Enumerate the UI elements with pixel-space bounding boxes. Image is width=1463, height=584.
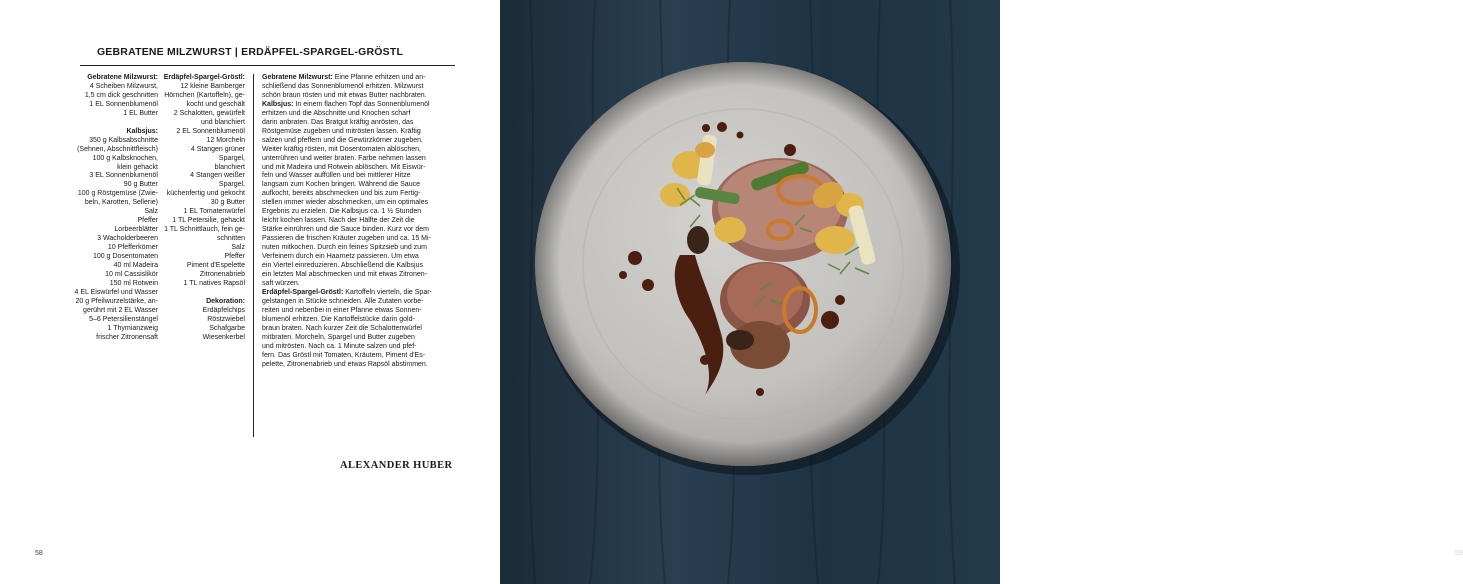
ingredient-line: Pfeffer: [137, 217, 158, 225]
ingredient-line: 1 TL Petersilie, gehackt: [172, 217, 245, 225]
ingredient-line: gerührt mit 2 EL Wasser: [83, 306, 158, 314]
instruction-text: Röstgemüse zugeben und mitrösten lassen. Kräftig: [262, 127, 421, 135]
ingredient-line: 40 ml Madeira: [113, 262, 158, 269]
ingredient-line: 100 g Dosentomaten: [93, 253, 158, 261]
instruction-line: [262, 146, 432, 155]
instruction-text: fern. Das Gröstl mit Tomaten, Kräutern, Piment d'Es-: [262, 351, 426, 359]
instruction-line: [262, 361, 432, 370]
ingredient-line: blanchiert: [214, 163, 245, 171]
instruction-text: mitbraten. Morcheln, Spargel und Butter zugeben: [262, 333, 415, 341]
instruction-line: [262, 137, 432, 146]
instruction-line: [262, 199, 432, 208]
instruction-text: In einem flachen Topf das Sonnenblumenöl: [293, 100, 430, 108]
ingredient-line: 1 EL Tomatenwürfel: [183, 208, 245, 216]
instruction-label: Kalbsjus:: [262, 100, 294, 108]
instruction-line: [262, 190, 432, 199]
instruction-text: Ergebnis zu erzielen. Die Kalbsjus ca. 1 ½ Stunden: [262, 208, 422, 216]
ingredient-line: 90 g Butter: [123, 181, 158, 189]
instruction-text: Kartoffeln vierteln, die Spar-: [343, 288, 432, 296]
ingredient-line: 1 Thymianzweig: [107, 324, 158, 332]
page-number-right: 59: [1455, 550, 1463, 557]
ingredient-line: Piment d'Espelette: [186, 262, 245, 270]
instruction-line: [262, 244, 432, 253]
ingredient-line: 1,5 cm dick geschnitten: [84, 91, 158, 99]
instruction-text: Verfeinern durch ein Haarnetz passieren. Um etwa: [262, 253, 419, 261]
instruction-text: langsam zum Kochen bringen. Während die Sauce: [262, 181, 420, 189]
instruction-line: [262, 334, 432, 343]
instruction-line: [262, 128, 432, 137]
ingredient-line: 4 EL Eiswürfel und Wasser: [74, 288, 158, 296]
left-page: [0, 0, 500, 584]
plated-dish-photo: [500, 0, 1000, 584]
ingredient-heading: Kalbsjus:: [126, 127, 158, 135]
ingredient-line: Zitronenabrieb: [199, 270, 245, 278]
instruction-line: [262, 352, 432, 361]
ingredient-line: 1 EL Sonnenblumenöl: [89, 100, 158, 108]
ingredient-line: Röstzwiebel: [207, 315, 245, 323]
instruction-line: [262, 181, 432, 190]
ingredient-line: Pfeffer: [224, 253, 245, 261]
instruction-text: nuten mitkochen. Durch ein feines Spitzsieb und zum: [262, 244, 427, 252]
instruction-label: Gebratene Milzwurst:: [262, 74, 333, 81]
ingredient-heading: Erdäpfel-Spargel-Gröstl:: [163, 74, 245, 81]
instruction-line: [262, 208, 432, 217]
instruction-text: und mitrösten. Nach ca. 1 Minute salzen und pfef-: [262, 342, 417, 350]
title-rule: [80, 65, 455, 66]
ingredient-line: Erdäpfelchips: [202, 306, 245, 314]
instruction-line: [262, 289, 432, 298]
instruction-line: [262, 271, 432, 280]
ingredient-line: 3 Wacholderbeeren: [97, 235, 158, 243]
instruction-label: Erdäpfel-Spargel-Gröstl:: [262, 288, 344, 296]
ingredient-line: Schafgarbe: [209, 324, 245, 332]
ingredient-line: 4 Stangen grüner Spargel,: [190, 145, 245, 162]
ingredient-line: 4 Scheiben Milzwurst,: [89, 82, 158, 90]
ingredient-heading: Dekoration:: [206, 297, 245, 305]
ingredient-line: 1 TL natives Rapsöl: [183, 279, 245, 287]
instruction-text: salzen und pfeffern und die Gewürzkörner zugeben.: [262, 136, 423, 144]
instruction-text: ein letztes Mal abschmecken und mit etwas Zitronen-: [262, 270, 427, 278]
author-name: ALEXANDER HUBER: [340, 460, 453, 471]
instruction-text: darin anbraten. Das Bratgut kräftig anrösten, das: [262, 118, 414, 126]
ingredient-line: schnitten: [216, 235, 245, 243]
instruction-text: schließend das Sonnenblumenöl erhitzen. Milzwurst: [262, 82, 424, 90]
ingredient-line: klein gehackt: [117, 163, 158, 171]
ingredient-line: küchenfertig und gekocht: [166, 190, 245, 198]
instruction-line: [262, 325, 432, 334]
instruction-text: Weiter kräftig rösten, mit Dosentomaten ablöschen,: [262, 145, 422, 153]
instruction-text: reiten und nebenbei in einer Pfanne etwas Sonnen-: [262, 306, 422, 314]
instruction-text: unterrühren und weiter braten. Farbe nehmen lassen: [262, 154, 426, 162]
instruction-text: Passieren die frischen Kräuter zugeben und ca. 15 Mi-: [262, 235, 431, 243]
ingredient-heading: Gebratene Milzwurst:: [87, 74, 158, 81]
instruction-line: [262, 155, 432, 164]
ingredient-line: 30 g Butter: [210, 199, 245, 207]
ingredient-line: Hörnchen (Kartoffeln), ge-: [164, 91, 245, 99]
ingredient-line: 10 ml Cassislikör: [105, 270, 158, 278]
ingredient-line: 100 g Röstgemüse (Zwie-: [77, 190, 158, 198]
ingredient-line: 150 ml Rotwein: [109, 279, 158, 287]
ingredient-line: 12 Morcheln: [206, 136, 245, 144]
ingredient-line: 100 g Kalbsknochen,: [92, 154, 158, 162]
instruction-line: [262, 101, 432, 110]
instruction-text: braun braten. Nach kurzer Zeit die Schalottenwürfel: [262, 324, 422, 332]
ingredient-line: und blanchiert: [201, 118, 245, 126]
instruction-text: blumenöl erhitzen. Die Kartoffelstücke darin gold-: [262, 315, 415, 323]
instruction-line: [262, 316, 432, 325]
ingredient-line: 2 EL Sonnenblumenöl: [176, 127, 245, 135]
ingredient-line: Lorbeerblätter: [114, 226, 158, 234]
instruction-line: [262, 217, 432, 226]
ingredient-line: 5–6 Petersilienstängel: [89, 315, 158, 323]
instruction-line: [262, 298, 432, 307]
recipe-title: GEBRATENE MILZWURST | ERDÄPFEL-SPARGEL-GRÖSTL: [96, 46, 404, 58]
ingredient-line: Salz: [231, 244, 245, 252]
ingredient-line: 2 Schalotten, gewürfelt: [173, 109, 245, 117]
instruction-line: [262, 119, 432, 128]
instruction-text: stellen immer wieder abschmecken, um ein optimales: [262, 199, 429, 207]
instruction-line: [262, 262, 432, 271]
instruction-text: saft würzen.: [262, 279, 300, 287]
instruction-line: [262, 280, 432, 289]
right-page-photo: [500, 0, 1463, 584]
instruction-text: und mit Madeira und Rotwein ablöschen. Mit Eiswür-: [262, 163, 426, 171]
instruction-line: [262, 226, 432, 235]
instruction-line: [262, 307, 432, 316]
ingredients-column-1: [70, 74, 158, 343]
instruction-text: gelstangen in Stücke schneiden. Alle Zutaten vorbe-: [262, 297, 424, 305]
instruction-line: [262, 172, 432, 181]
ingredient-line: 10 Pfefferkörner: [107, 244, 158, 252]
instruction-text: erhitzen und die Abschnitte und Knochen scharf: [262, 109, 411, 117]
ingredient-line: 4 Stangen weißer Spargel,: [190, 172, 245, 189]
ingredient-line: 1 EL Butter: [123, 109, 158, 117]
instruction-text: Stärke einrühren und die Sauce binden. Kurz vor dem: [262, 226, 429, 234]
ingredient-line: 3 EL Sonnenblumenöl: [89, 172, 158, 180]
instruction-text: ein Viertel einreduzieren. Abschließend die Kalbsjus: [262, 262, 423, 270]
ingredient-line: 350 g Kalbsabschnitte: [89, 136, 158, 144]
instruction-line: [262, 235, 432, 244]
ingredients-column-2: [163, 74, 245, 343]
instruction-text: feln und Wasser auffüllen und bei mittlerer Hitze: [262, 172, 411, 180]
ingredient-line: kocht und geschält: [186, 100, 245, 108]
instruction-text: aufkocht, bereits abschmecken und bis zum Fertig-: [262, 190, 421, 198]
instruction-line: [262, 83, 432, 92]
instruction-line: [262, 110, 432, 119]
ingredient-line: 12 kleine Bamberger: [180, 82, 245, 90]
ingredient-line: frischer Zitronensaft: [96, 333, 158, 341]
ingredient-line: beln, Karotten, Sellerie): [84, 199, 158, 207]
ingredient-line: (Sehnen, Abschnittfleisch): [77, 145, 158, 153]
column-divider: [253, 74, 254, 437]
instruction-text: leicht kochen lassen. Nach der Hälfte der Zeit die: [262, 217, 415, 225]
ingredient-line: 20 g Pfeilwurzelstärke, an-: [75, 297, 158, 305]
instruction-line: [262, 92, 432, 101]
ingredient-line: 1 TL Schnittlauch, fein ge-: [164, 226, 245, 234]
instruction-text: Eine Pfanne erhitzen und an-: [332, 74, 426, 81]
ingredient-line: Salz: [144, 208, 158, 216]
ingredient-line: Wiesenkerbel: [202, 333, 245, 341]
instruction-text: schön braun rösten und mit etwas Butter nachbraten.: [262, 91, 427, 99]
instructions-column: [262, 74, 432, 369]
spacer: [163, 289, 245, 298]
instruction-line: [262, 74, 432, 83]
instruction-line: [262, 164, 432, 173]
instruction-line: [262, 253, 432, 262]
instruction-text: pelette, Zitronenabrieb und etwas Rapsöl abstimmen.: [262, 360, 428, 368]
page-number-left: 58: [35, 550, 43, 557]
spacer: [70, 119, 158, 128]
instruction-line: [262, 343, 432, 352]
